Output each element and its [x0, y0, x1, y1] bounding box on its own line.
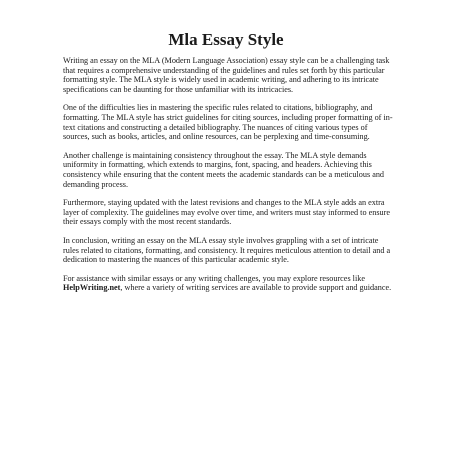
- closing-text-after: , where a variety of writing services are available to provide support and guidance.: [120, 283, 392, 293]
- paragraph-intro: Writing an essay on the MLA (Modern Language Association) essay style can be a challenging task that requires a comprehensive understanding of the guidelines and rules set forth by this particular formatting style. The MLA style is widely used in academic writing, and adhering to its intricate specifications can be daunting for those unfamiliar with its intricacies.: [63, 56, 390, 94]
- document-body: [63, 56, 393, 302]
- paragraph-updates: Furthermore, staying updated with the latest revisions and changes to the MLA style adds an extra layer of complexity. The guidelines may evolve over time, and writers must stay informed to ensure their essays comply with the most recent standards.: [63, 198, 390, 227]
- paragraph-conclusion: In conclusion, writing an essay on the MLA essay style involves grappling with a set of intricate rules related to citations, formatting, and consistency. It requires meticulous attention to detail and a dedication to mastering the nuances of this particular academic style.: [63, 235, 391, 265]
- paragraph-consistency: Another challenge is maintaining consistency throughout the essay. The MLA style demands uniformity in formatting, which extends to margins, font, spacing, and headers. Achieving this consistency while ensuring that the content meets the academic standards can be a meticulous and demanding process.: [63, 150, 385, 189]
- closing-text-before: For assistance with similar essays or any writing challenges, you may explore resources like: [63, 273, 365, 283]
- helpwriting-link[interactable]: HelpWriting.net: [63, 283, 121, 293]
- paragraph-citations: One of the difficulties lies in mastering the specific rules related to citations, bibliography, and formatting. The MLA style has strict guidelines for citing sources, including proper formatting of in-text citations and constructing a detailed bibliography. The nuances of citing various types of sources, such as books, articles, and online resources, can be perplexing and time-consuming.: [63, 103, 393, 142]
- paragraph-closing: [63, 274, 393, 293]
- document-title: Mla Essay Style: [168, 30, 284, 49]
